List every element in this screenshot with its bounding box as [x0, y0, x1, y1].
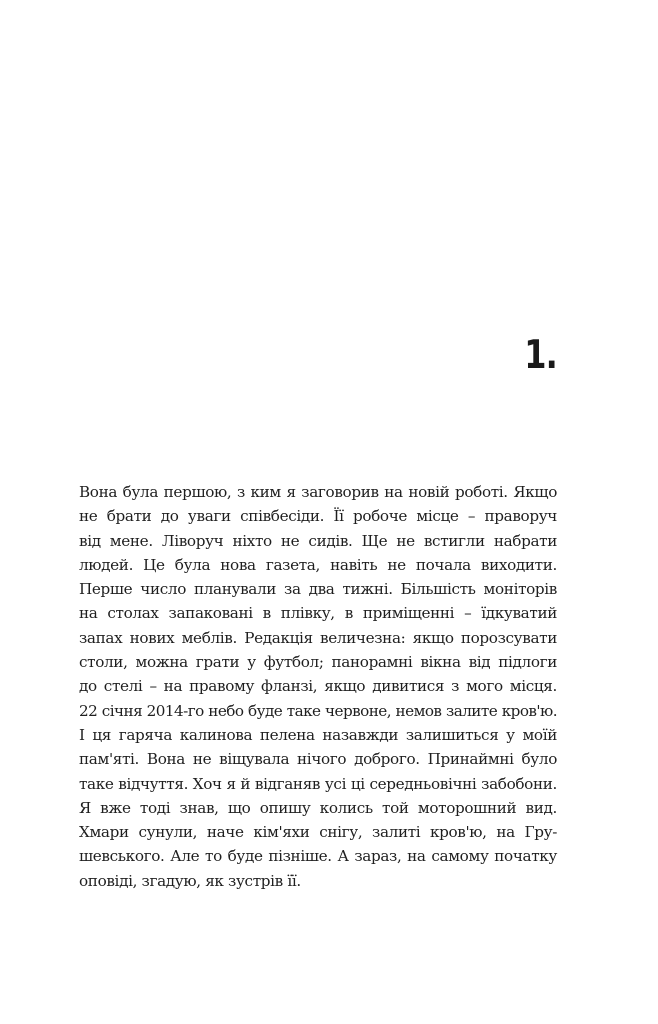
text-line: Вона була першою, з ким я заговорив на новій роботі. Якщо: [79, 483, 557, 501]
text-line: пам'яті. Вона не віщувала нічого доброго. Принаймні було: [79, 750, 557, 769]
text-line: запах нових меблів. Редакція величезна: якщо порозсувати: [79, 628, 557, 647]
body-paragraph: [79, 480, 557, 893]
text-line: людей. Це була нова газета, навіть не почала виходити.: [79, 555, 557, 574]
text-line: на столах запаковані в плівку, в приміщенні – їдкуватий: [79, 604, 557, 623]
text-line: Я вже тоді знав, що опишу колись той моторошний вид.: [79, 798, 557, 817]
text-line: столи, можна грати у футбол; панорамні вікна від підлоги: [79, 653, 557, 672]
text-line: оповіді, згадую, як зустрів її.: [79, 871, 301, 890]
text-line: до стелі – на правому фланзі, якщо дивитися з мого місця.: [79, 677, 557, 696]
text-line: І ця гаряча калинова пелена назавжди залишиться у моїй: [79, 725, 557, 744]
chapter-number: 1.: [524, 333, 557, 378]
text-line: не брати до уваги співбесіди. Її робоче місце – праворуч: [79, 507, 557, 526]
text-line: Хмари сунули, наче кім'яхи снігу, залиті кров'ю, на Гру-: [79, 823, 557, 842]
text-line: 22 січня 2014-го небо буде таке червоне, немов залите кров'ю.: [79, 701, 557, 720]
text-line: від мене. Ліворуч ніхто не сидів. Ще не встигли набрати: [79, 531, 557, 550]
text-line: таке відчуття. Хоч я й відганяв усі ці середньовічні забобони.: [79, 774, 557, 793]
text-line: шевського. Але то буде пізніше. А зараз, на самому початку: [79, 847, 557, 866]
text-line: Перше число планували за два тижні. Більшість моніторів: [79, 580, 557, 599]
